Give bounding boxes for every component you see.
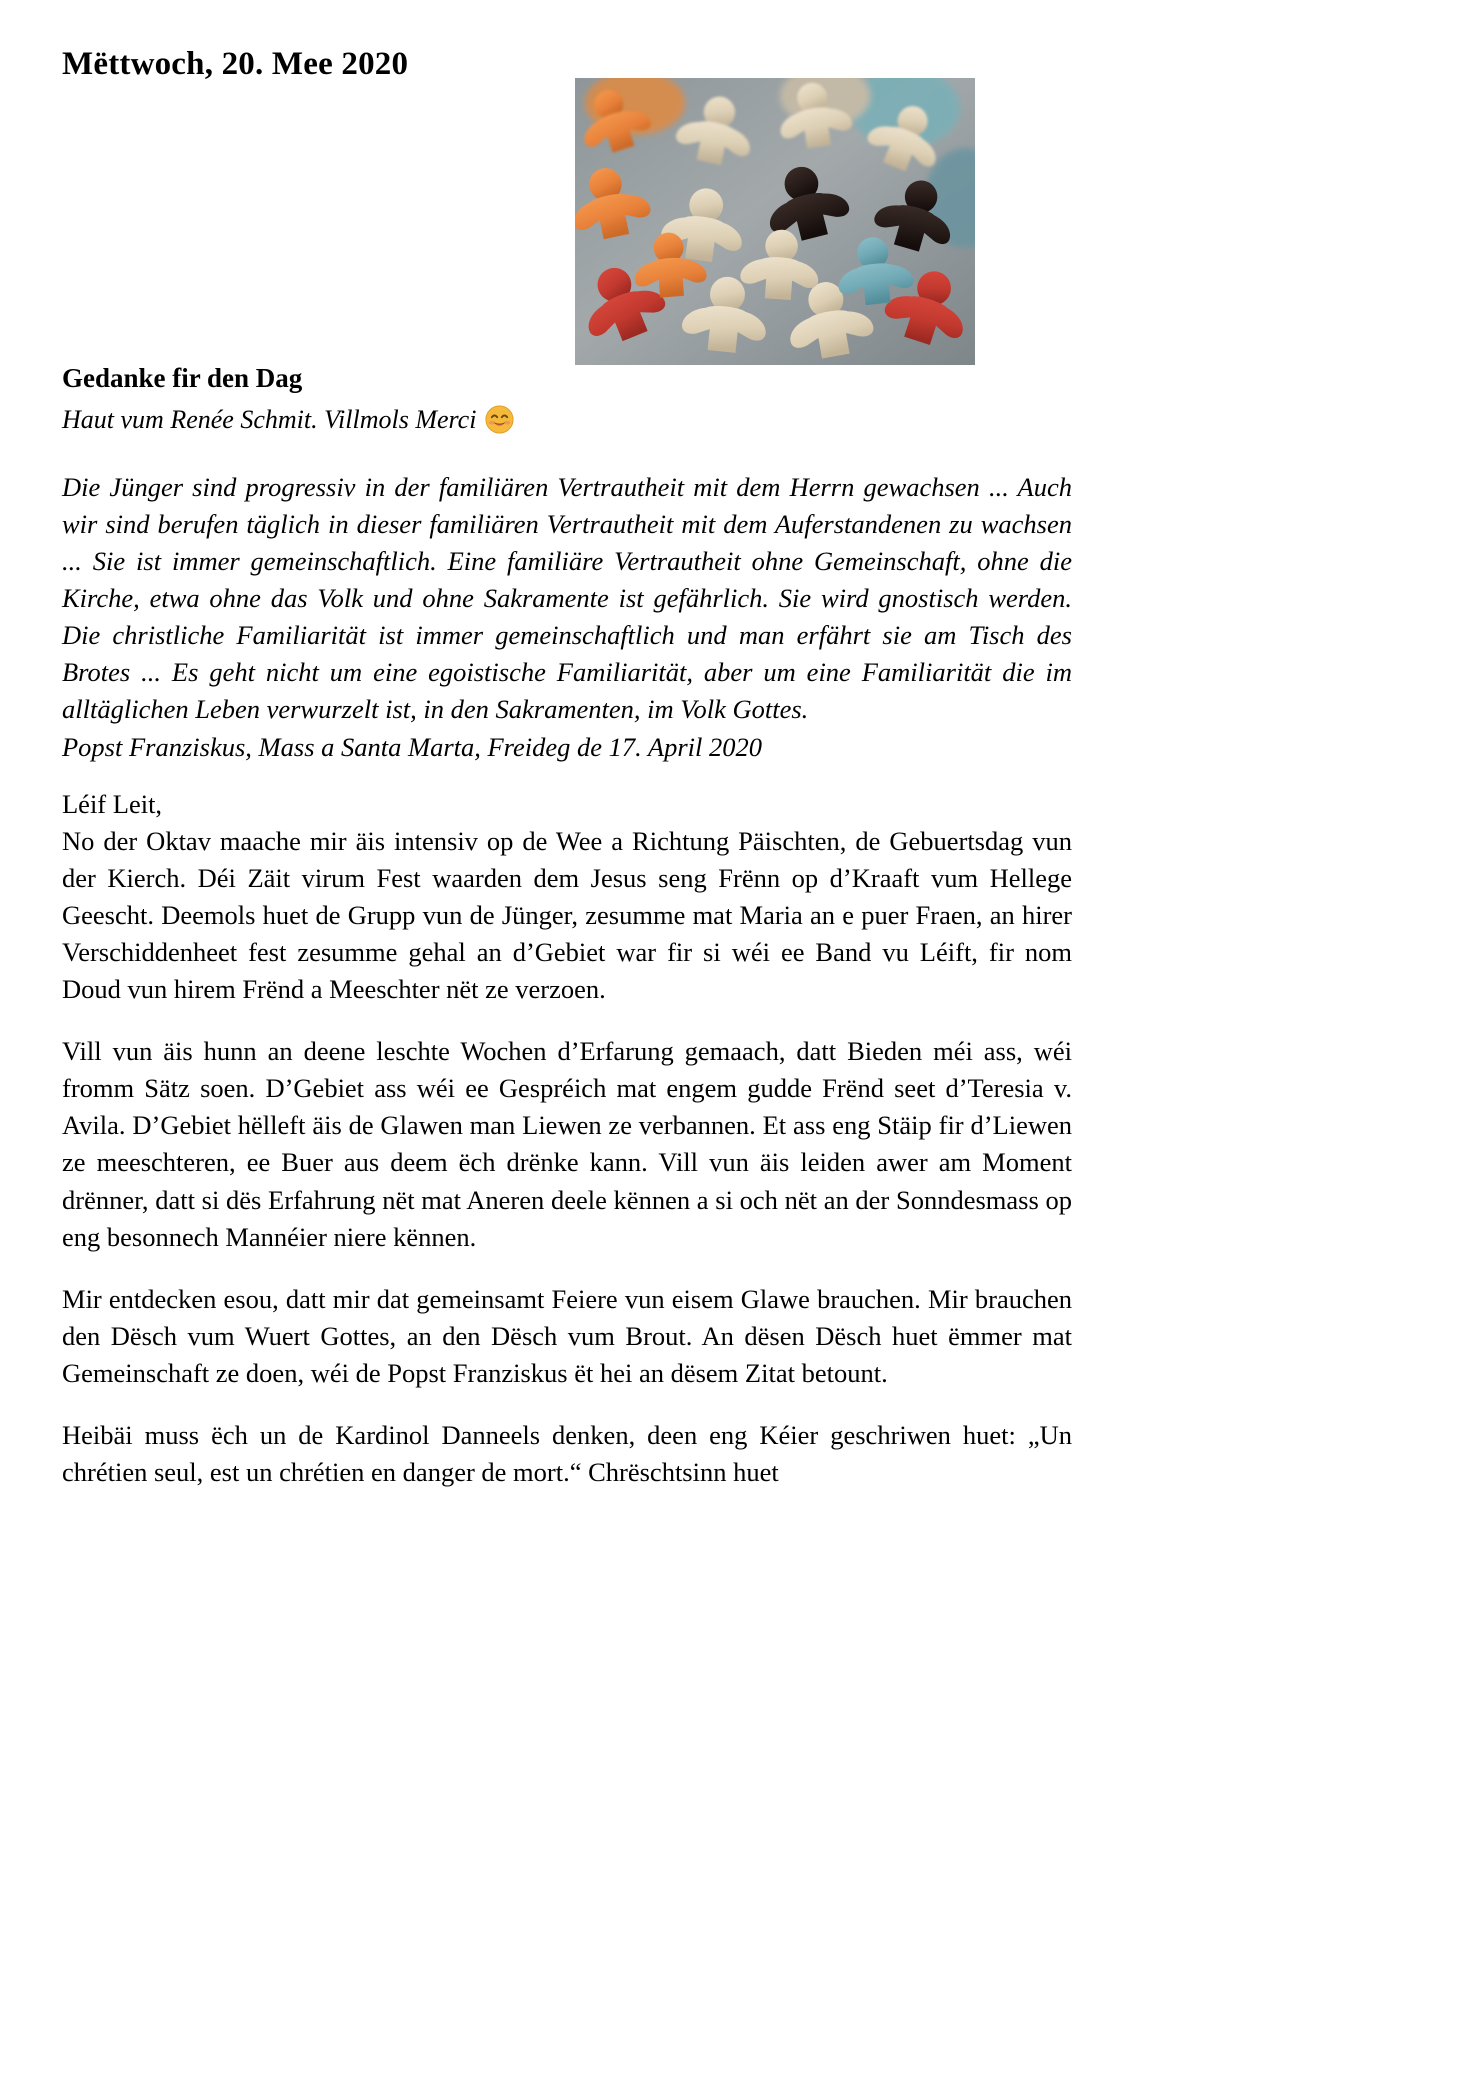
- letter-paragraph-1: No der Oktav maache mir äis intensiv op de Wee a Richtung Päischten, de Gebuertsdag vun der Kierch. Déi Zäit virum Fest waarden dem Jesus seng Frënn op d’Kraaft vum Hellege Geescht. Deemols huet de Grupp vun de Jünger, zesumme mat Maria an e puer Fraen, an hirer Verschiddenheet fest zesumme gehal an d’Gebiet war fir si wéi ee Band vu Léift, fir nom Doud vun hirem Frënd a Meeschter nët ze verzoen.: [62, 825, 1072, 1005]
- letter-paragraph-3: Mir entdecken esou, datt mir dat gemeinsamt Feiere vun eisem Glawe brauchen. Mir brauchen den Dësch vum Wuert Gottes, an den Dësch vum Brout. An dësen Dësch huet ëmmer mat Gemeinschaft ze doen, wéi de Popst Franziskus ët hei an dësem Zitat betount.: [62, 1283, 1072, 1388]
- attribution-text: Haut vum Renée Schmit. Villmols Merci: [62, 405, 477, 435]
- pope-quote-source: Popst Franziskus, Mass a Santa Marta, Freideg de 17. April 2020: [62, 731, 763, 762]
- page-title: Mëttwoch, 20. Mee 2020: [62, 46, 409, 82]
- section-heading: Gedanke fir den Dag: [62, 363, 303, 394]
- document-body: [62, 0, 1072, 1491]
- pope-quote-text: Die Jünger sind progressiv in der familiären Vertrautheit mit dem Herrn gewachsen ... Auch wir sind berufen täglich in dieser familiären Vertrautheit mit dem Auferstandenen zu wachsen ... Sie ist immer gemeinschaftlich. Eine familiäre Vertrautheit ohne Gemeinschaft, ohne die Kirche, etwa ohne das Volk und ohne Sakramente ist gefährlich. Sie wird gnostisch werden. Die christliche Familiarität ist immer gemeinschaftlich und man erfährt sie am Tisch des Brotes ... Es geht nicht um eine egoistische Familiarität, aber um eine Familiarität die im alltäglichen Leben verwurzelt ist, in den Sakramenten, im Volk Gottes.: [62, 471, 1072, 725]
- letter-paragraph-2: Vill vun äis hunn an deene leschte Wochen d’Erfarung gemaach, datt Bieden méi ass, wéi fromm Sätz soen. D’Gebiet ass wéi ee Gespréich mat engem gudde Frënd seet d’Teresia v. Avila. D’Gebiet hëlleft äis de Glawen man Liewen ze verbannen. Et ass eng Stäip fir d’Liewen ze meeschteren, ee Buer aus deem ëch drënke kann. Vill vun äis leiden awer am Moment drënner, datt si dës Erfahrung nët mat Aneren deele kënnen a si och nët an der Sonndesmass op eng besonnech Mannéier niere kënnen.: [62, 1036, 1072, 1252]
- letter-salutation: Léif Leit,: [62, 788, 163, 819]
- section-attribution: [62, 396, 1072, 437]
- smiling-face-icon: [485, 405, 514, 434]
- letter-paragraph-4: Heibäi muss ëch un de Kardinol Danneels denken, deen eng Kéier geschriwen huet: „Un chrétien seul, est un chrétien en danger de mort.“ Chrëschtsinn huet: [62, 1420, 1072, 1488]
